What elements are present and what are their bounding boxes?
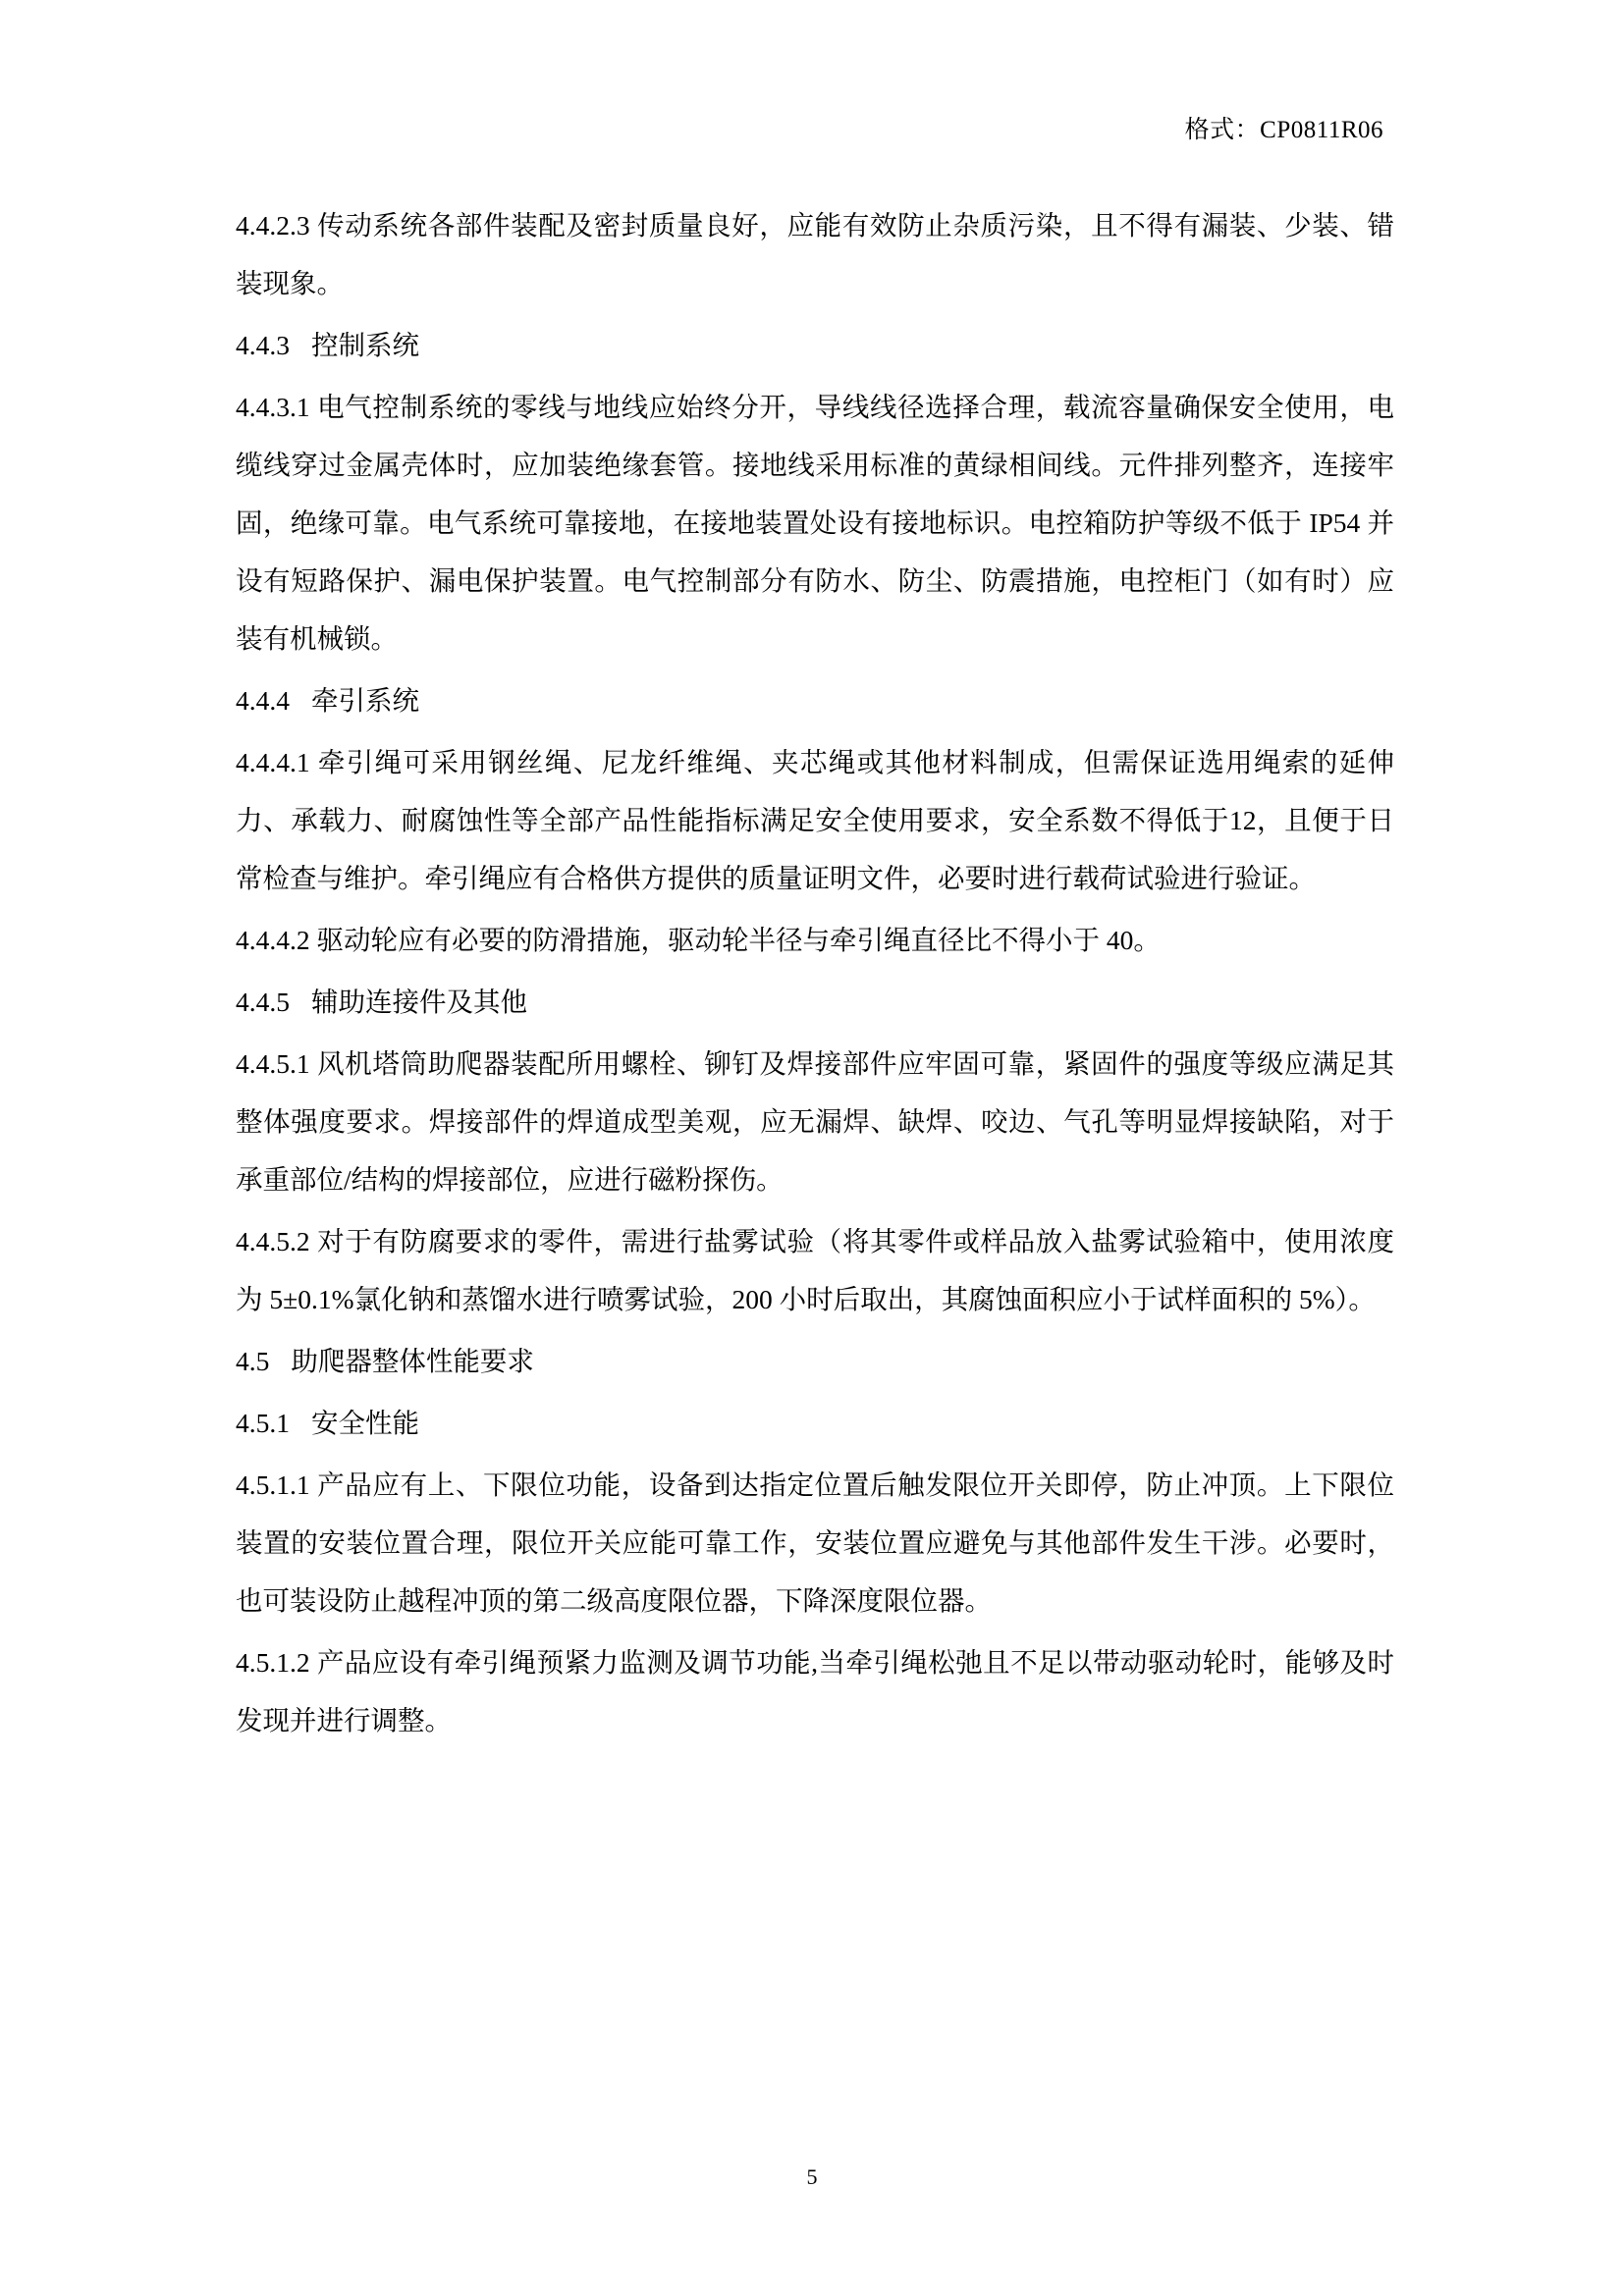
section-heading: [236, 1332, 1394, 1390]
section-heading: [236, 973, 1394, 1031]
section-heading: [236, 671, 1394, 729]
page-header: 格式：CP0811R06: [1184, 117, 1383, 143]
heading-title: 牵引系统: [311, 685, 419, 716]
paragraph: 4.4.2.3 传动系统各部件装配及密封质量良好，应能有效防止杂质污染，且不得有漏装、少装、错装现象。: [236, 210, 1394, 298]
heading-title: 辅助连接件及其他: [311, 987, 527, 1017]
paragraph: 4.4.5.1 风机塔筒助爬器装配所用螺栓、铆钉及焊接部件应牢固可靠，紧固件的强度等级应满足其整体强度要求。焊接部件的焊道成型美观，应无漏焊、缺焊、咬边、气孔等明显焊接缺陷，对于承重部位/结构的焊接部位，应进行磁粉探伤。: [236, 1048, 1394, 1195]
heading-title: 助爬器整体性能要求: [291, 1346, 534, 1376]
paragraph: 4.4.4.1 牵引绳可采用钢丝绳、尼龙纤维绳、夹芯绳或其他材料制成，但需保证选用绳索的延伸力、承载力、耐腐蚀性等全部产品性能指标满足安全使用要求，安全系数不得低于12，且便于日常检查与维护。牵引绳应有合格供方提供的质量证明文件，必要时进行载荷试验进行验证。: [236, 747, 1394, 893]
heading-title: 安全性能: [311, 1408, 419, 1438]
section-heading: [236, 1394, 1394, 1452]
page-number: 5: [806, 2164, 818, 2189]
paragraph: 4.4.4.2 驱动轮应有必要的防滑措施，驱动轮半径与牵引绳直径比不得小于 40。: [236, 925, 1161, 955]
heading-number: 4.4.4: [236, 685, 290, 716]
heading-number: 4.5: [236, 1346, 270, 1376]
document-body: [236, 196, 1394, 1753]
paragraph: 4.4.5.2 对于有防腐要求的零件，需进行盐雾试验（将其零件或样品放入盐雾试验箱中，使用浓度为 5±0.1%氯化钠和蒸馏水进行喷雾试验，200 小时后取出，其腐蚀面积应小于试样面积的 5%）。: [236, 1226, 1394, 1314]
heading-number: 4.4.5: [236, 987, 290, 1017]
paragraph: 4.5.1.1 产品应有上、下限位功能，设备到达指定位置后触发限位开关即停，防止冲顶。上下限位装置的安装位置合理，限位开关应能可靠工作，安装位置应避免与其他部件发生干涉。必要时，也可装设防止越程冲顶的第二级高度限位器，下降深度限位器。: [236, 1469, 1394, 1616]
paragraph: 4.5.1.2 产品应设有牵引绳预紧力监测及调节功能,当牵引绳松弛且不足以带动驱动轮时，能够及时发现并进行调整。: [236, 1647, 1394, 1735]
paragraph: 4.4.3.1 电气控制系统的零线与地线应始终分开，导线线径选择合理，载流容量确保安全使用，电缆线穿过金属壳体时，应加装绝缘套管。接地线采用标准的黄绿相间线。元件排列整齐，连接牢固，绝缘可靠。电气系统可靠接地，在接地装置处设有接地标识。电控箱防护等级不低于 IP54 并设有短路保护、漏电保护装置。电气控制部分有防水、防尘、防震措施，电控柜门（如有时）应装有机械锁。: [236, 392, 1394, 654]
heading-number: 4.5.1: [236, 1408, 290, 1438]
heading-number: 4.4.3: [236, 330, 290, 360]
section-heading: [236, 316, 1394, 374]
heading-title: 控制系统: [311, 330, 419, 360]
